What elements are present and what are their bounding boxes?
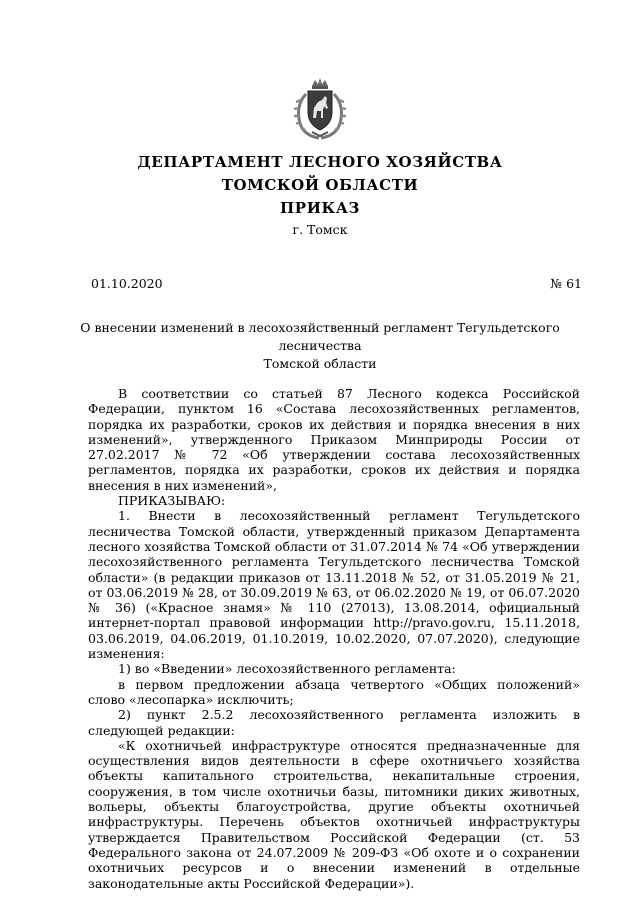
subject-line-2: Томской области xyxy=(263,356,377,371)
department-name-line1: ДЕПАРТАМЕНТ ЛЕСНОГО ХОЗЯЙСТВА xyxy=(137,153,503,171)
order-number: № 61 xyxy=(550,276,582,291)
document-type: ПРИКАЗ xyxy=(280,199,360,217)
subject-line-1: О внесении изменений в лесохозяйственный регламент Тегульдетского лесничества xyxy=(80,320,560,353)
subitem-2-paragraph: 2) пункт 2.5.2 лесохозяйственного регламента изложить в следующей редакции: xyxy=(88,707,580,738)
city: г. Томск xyxy=(292,222,348,237)
preamble-paragraph: В соответствии со статьей 87 Лесного кодекса Российской Федерации, пунктом 16 «Состава лесохозяйственных регламентов, порядка их разработки, сроков их действия и порядка внесения в них изменений», утвержденного Приказом Минприроды России от 27.02.2017 № 72 «Об утверждении состава лесохозяйственных регламентов, порядка их разработки, сроков их действия и порядка внесения в них изменений», xyxy=(88,386,580,493)
department-name-line2: ТОМСКОЙ ОБЛАСТИ xyxy=(221,176,419,194)
item-1-paragraph: 1. Внести в лесохозяйственный регламент Тегульдетского лесничества Томской области, утвержденный приказом Департамента лесного хозяйства Томской области от 31.07.2014 № 74 «Об утверждении лесохозяйственного регламента Тегульдетского лесничества Томской области» (в редакции приказов от 13.11.2018 № 52, от 31.05.2019 № 21, от 03.06.2019 № 28, от 30.09.2019 № 63, от 06.02.2020 № 19, от 06.07.2020 № 36) («Красное знамя» № 110 (27013), 13.08.2014, официальный интернет-портал правовой информации http://pravo.gov.ru, 15.11.2018, 03.06.2019, 04.06.2019, 01.10.2019, 10.02.2020, 07.07.2020), следующие изменения: xyxy=(88,508,580,662)
order-date: 01.10.2020 xyxy=(91,276,163,291)
order-body xyxy=(88,386,580,891)
order-keyword: ПРИКАЗЫВАЮ: xyxy=(118,493,226,509)
order-subject xyxy=(60,319,580,373)
coat-of-arms-icon xyxy=(292,76,348,140)
subitem-1-detail-paragraph: в первом предложении абзаца четвертого «Общих положений» слово «лесопарка» исключить; xyxy=(88,676,580,707)
quoted-text-paragraph: «К охотничьей инфраструктуре относятся предназначенные для осуществления видов деятельности в сфере охотничьего хозяйства объекты капитального строительства, некапитальные строения, сооружения, в том числе охотничьи базы, питомники диких животных, вольеры, объекты благоустройства, другие объекты охотничьей инфраструктуры. Перечень объектов охотничьей инфраструктуры утверждается Правительством Российской Федерации (ст. 53 Федерального закона от 24.07.2009 № 209-ФЗ «Об охоте и о сохранении охотничьих ресурсов и о внесении изменений в отдельные законодательные акты Российской Федерации»). xyxy=(88,737,580,891)
subitem-1-paragraph: 1) во «Введении» лесохозяйственного регламента: xyxy=(118,661,456,677)
